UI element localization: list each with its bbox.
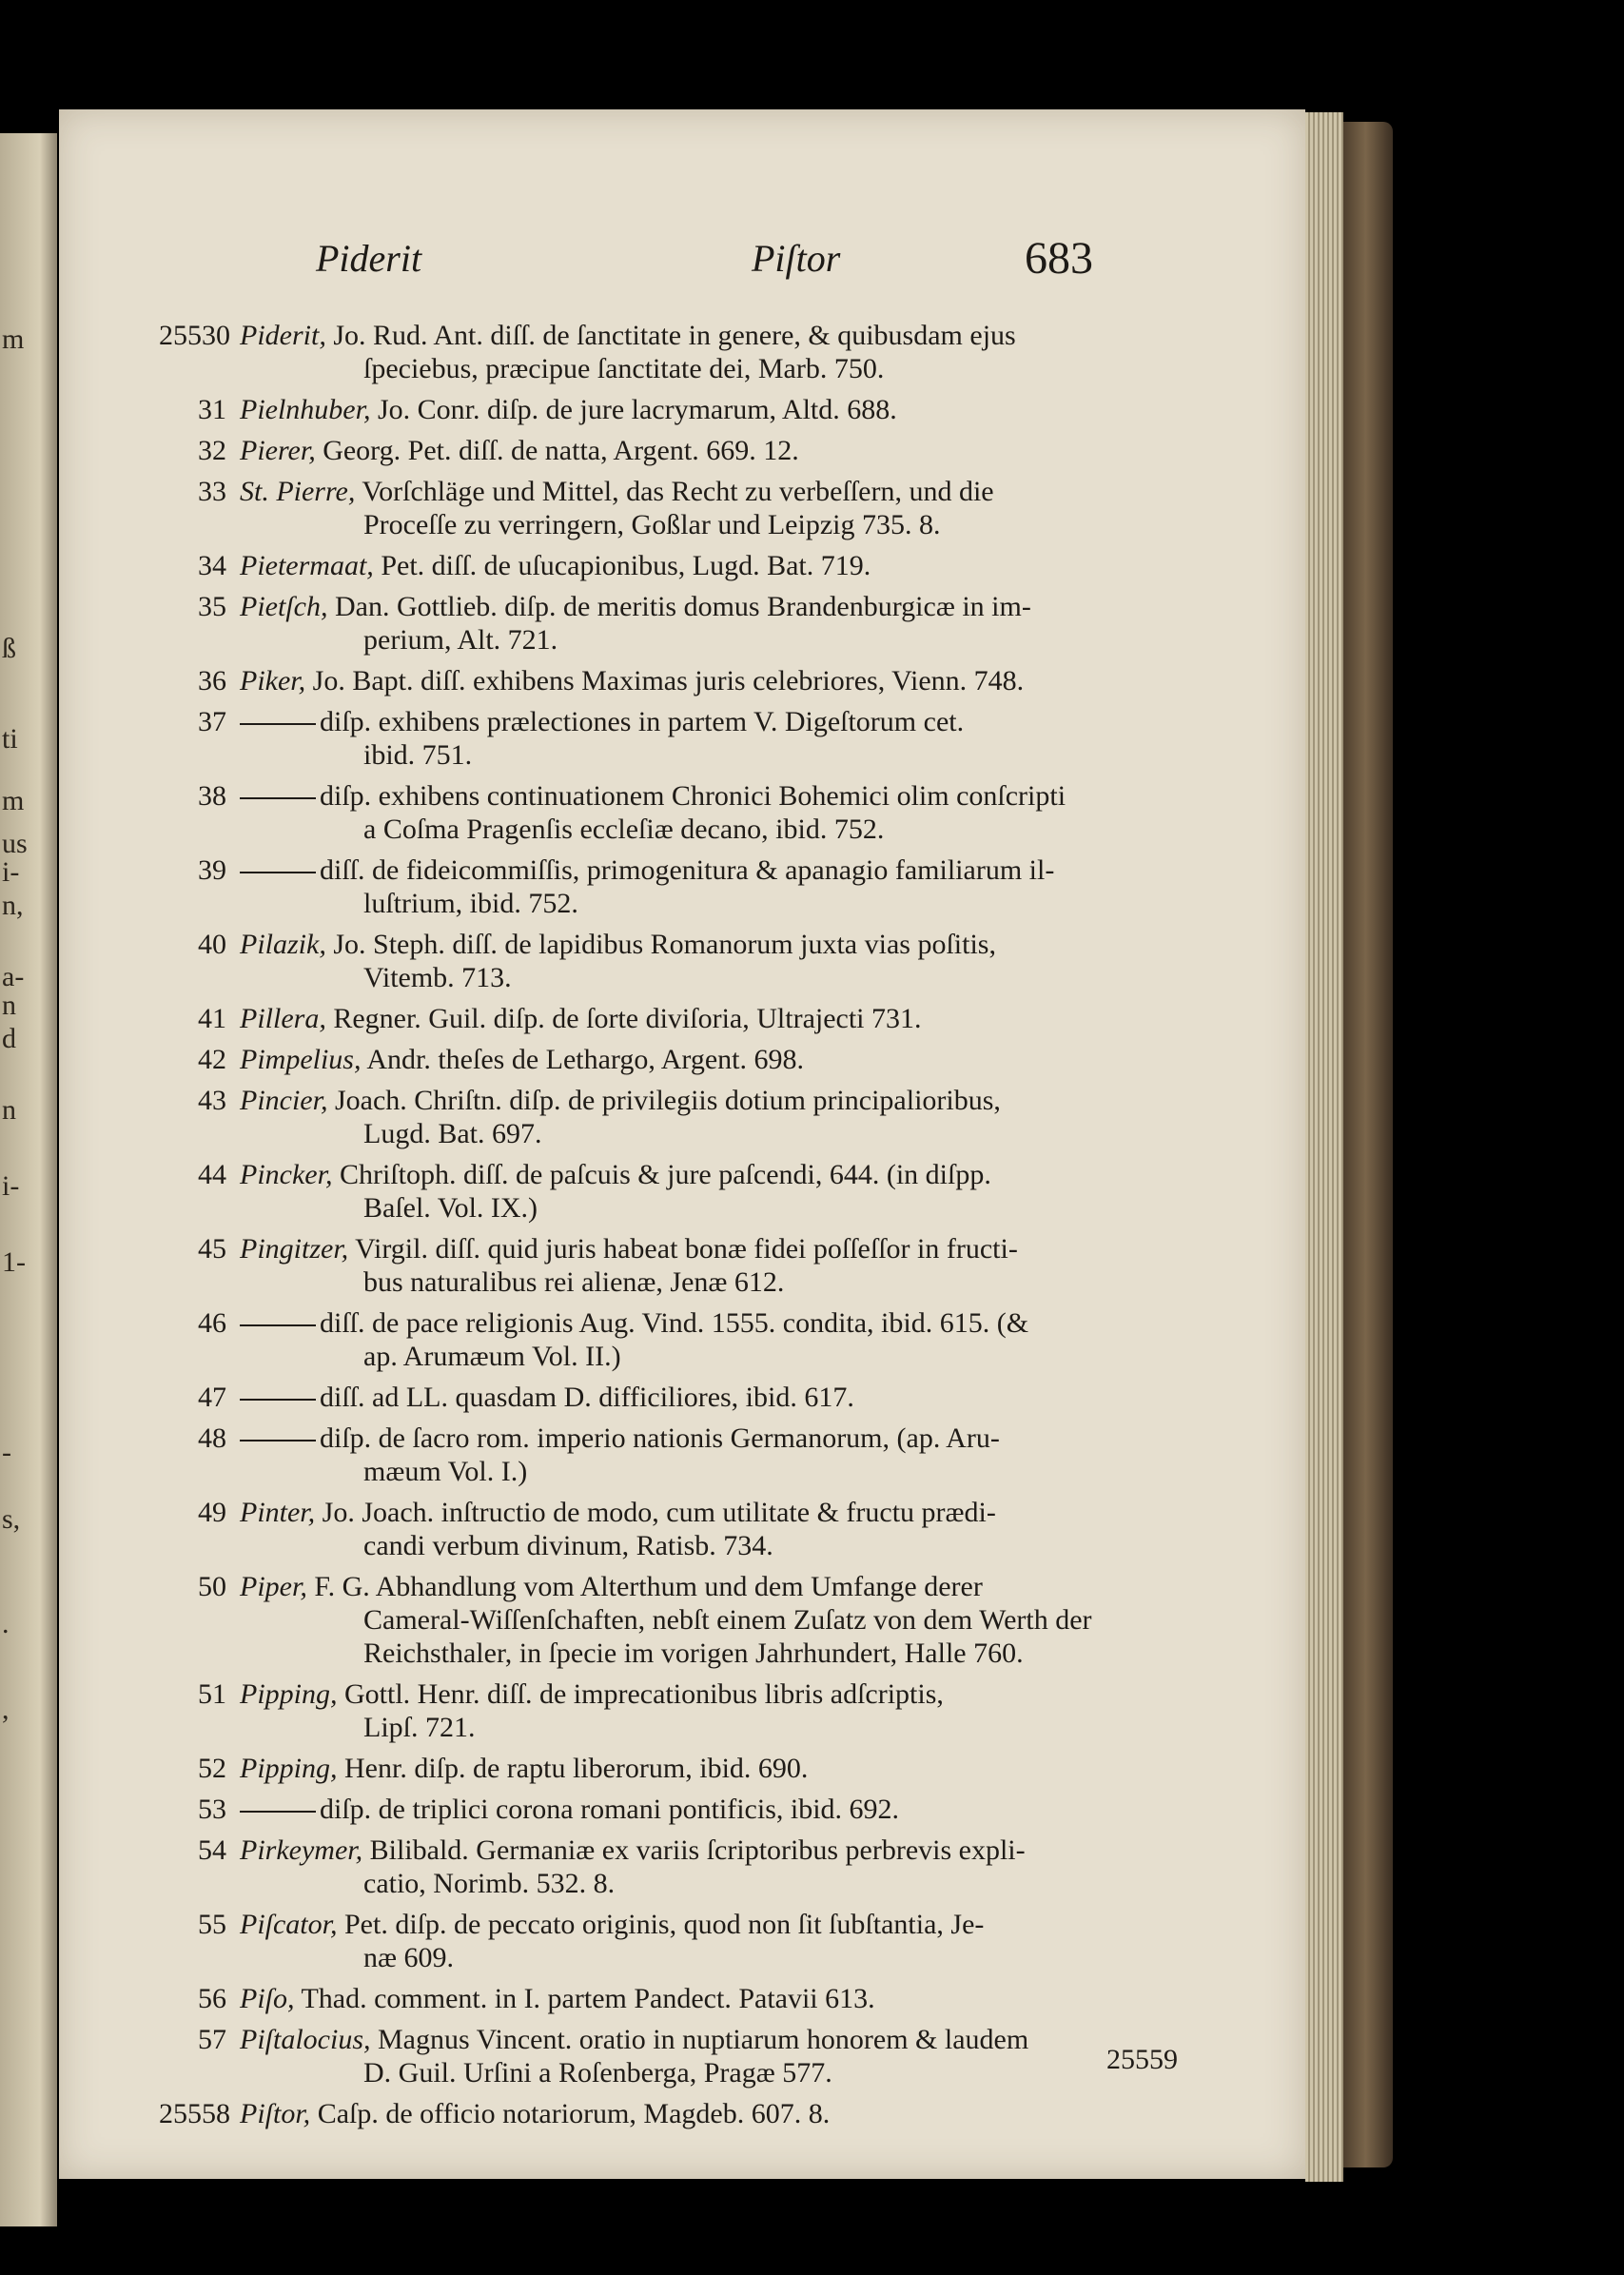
entry-row — [0, 319, 1624, 385]
entry-continuation: catio, Norimb. 532. 8. — [363, 1868, 616, 1899]
facing-page-fragment: a- — [2, 961, 25, 992]
ditto-dash — [240, 1811, 316, 1813]
entry-row — [0, 928, 1624, 994]
entry-text-block — [240, 1306, 1182, 1373]
entry-continuation: luſtrium, ibid. 752. — [363, 888, 578, 919]
facing-page-fragment: us — [2, 828, 28, 859]
author-name: Pietermaat, — [240, 550, 374, 581]
entry-number: 45 — [198, 1233, 226, 1265]
entry-number: 35 — [198, 591, 226, 622]
entry-title: Virgil. diſſ. quid juris habeat bonæ fidei poſſeſſor in fructi- — [348, 1233, 1018, 1265]
entry-title: Gottl. Henr. diſſ. de imprecationibus libris adſcriptis, — [337, 1678, 944, 1710]
entry-text-block — [240, 475, 1182, 541]
catchword: 25559 — [1106, 2044, 1178, 2075]
facing-page-fragment: ß — [2, 633, 16, 664]
facing-page-fragment: n — [2, 990, 16, 1021]
entry-number: 54 — [198, 1834, 226, 1866]
entry-title: Jo. Bapt. diſſ. exhibens Maximas juris celebriores, Vienn. 748. — [305, 665, 1025, 696]
entry-number: 56 — [198, 1983, 226, 2014]
entry-text-block — [240, 1793, 1182, 1826]
entry-row — [0, 434, 1624, 467]
entry-row — [0, 853, 1624, 920]
entry-number: 49 — [198, 1497, 226, 1528]
entry-title: F. G. Abhandlung vom Alterthum und dem Umfange derer — [306, 1571, 983, 1602]
facing-page-fragment: n — [2, 1094, 16, 1126]
entry-row — [0, 664, 1624, 697]
facing-page-fragment: i- — [2, 1170, 20, 1202]
entry-row — [0, 1834, 1624, 1900]
entry-text-block — [240, 1002, 1182, 1035]
entry-text-block — [240, 319, 1182, 385]
author-name: Pimpelius, — [240, 1044, 362, 1075]
entry-continuation: D. Guil. Urſini a Roſenberga, Pragæ 577. — [363, 2057, 832, 2089]
entry-title: Jo. Rud. Ant. diſſ. de ſanctitate in genere, & quibusdam ejus — [325, 320, 1016, 351]
entry-row — [0, 475, 1624, 541]
entry-text-block — [240, 853, 1182, 920]
facing-page-fragment: 1- — [2, 1246, 26, 1278]
entry-row — [0, 1232, 1624, 1299]
ditto-dash — [240, 1324, 316, 1326]
entry-text-block — [240, 928, 1182, 994]
author-name: Piſtor, — [240, 2098, 311, 2129]
facing-page-fragment: i- — [2, 856, 20, 888]
facing-page-fragment: . — [2, 1608, 10, 1639]
author-name: Pilazik, — [240, 929, 326, 960]
author-name: Pinter, — [240, 1497, 316, 1528]
entry-number: 32 — [198, 435, 226, 466]
entry-continuation: næ 609. — [363, 1942, 455, 1973]
entry-number: 25558 — [159, 2098, 230, 2129]
entry-title: diſſ. de fideicommiſſis, primogenitura & apanagio familiarum il- — [320, 854, 1055, 886]
entry-text-block — [240, 1982, 1182, 2015]
author-name: Pincier, — [240, 1085, 328, 1116]
entry-text-block — [240, 590, 1182, 657]
entry-continuation: Lugd. Bat. 697. — [363, 1118, 542, 1149]
entry-title: Regner. Guil. diſp. de ſorte diviſoria, Ultrajecti 731. — [325, 1003, 922, 1034]
entry-text-block — [240, 1677, 1182, 1744]
entry-row — [0, 1793, 1624, 1826]
entry-continuation: bus naturalibus rei alienæ, Jenæ 612. — [363, 1266, 785, 1298]
ditto-dash — [240, 1440, 316, 1441]
author-name: Pipping, — [240, 1753, 338, 1784]
author-name: Pipping, — [240, 1678, 338, 1710]
entry-continuation: mæum Vol. I.) — [363, 1456, 528, 1487]
entry-number: 53 — [198, 1794, 226, 1825]
entry-text-block — [240, 664, 1182, 697]
entry-number: 43 — [198, 1085, 226, 1116]
entry-title: diſp. de ſacro rom. imperio nationis Germanorum, (ap. Aru- — [320, 1422, 1000, 1454]
author-name: Piſcator, — [240, 1909, 338, 1940]
entry-row — [0, 2097, 1624, 2130]
author-name: Pirkeymer, — [240, 1834, 363, 1866]
entry-row — [0, 1043, 1624, 1076]
entry-text-block — [240, 1834, 1182, 1900]
bibliography-entries — [0, 319, 1624, 2138]
entry-row — [0, 393, 1624, 426]
entry-number: 40 — [198, 929, 226, 960]
entry-title: Chriſtoph. diſſ. de paſcuis & jure paſcendi, 644. (in diſpp. — [332, 1159, 991, 1190]
entry-row — [0, 1570, 1624, 1670]
entry-text-block — [240, 1158, 1182, 1225]
entry-title: Pet. diſp. de peccato originis, quod non ſit ſubſtantia, Je- — [337, 1909, 985, 1940]
entry-text-block — [240, 1752, 1182, 1785]
entry-text-block — [240, 549, 1182, 582]
author-name: Pietſch, — [240, 591, 328, 622]
entry-continuation: Vitemb. 713. — [363, 962, 512, 993]
author-name: Pielnhuber, — [240, 394, 371, 425]
entry-text-block — [240, 1232, 1182, 1299]
author-name: Pillera, — [240, 1003, 326, 1034]
facing-page-fragment: , — [2, 1694, 10, 1725]
entry-continuation: a Coſma Pragenſis eccleſiæ decano, ibid. 752. — [363, 814, 885, 845]
entry-title: Caſp. de officio notariorum, Magdeb. 607. 8. — [310, 2098, 831, 2129]
entry-text-block — [240, 779, 1182, 846]
entry-title: Jo. Conr. diſp. de jure lacrymarum, Altd. 688. — [370, 394, 897, 425]
entry-title: Magnus Vincent. oratio in nuptiarum honorem & laudem — [370, 2024, 1029, 2055]
entry-title: Dan. Gottlieb. diſp. de meritis domus Brandenburgicæ in im- — [327, 591, 1031, 622]
author-name: Piſtalocius, — [240, 2024, 371, 2055]
running-head-center: Piſtor — [752, 237, 841, 280]
entry-row — [0, 1158, 1624, 1225]
author-name: Piſo, — [240, 1983, 295, 2014]
entry-title: Georg. Pet. diſſ. de natta, Argent. 669. 12. — [315, 435, 799, 466]
entry-text-block — [240, 1084, 1182, 1150]
entry-number: 31 — [198, 394, 226, 425]
entry-row — [0, 1381, 1624, 1414]
entry-number: 38 — [198, 780, 226, 812]
entry-row — [0, 590, 1624, 657]
author-name: Piper, — [240, 1571, 307, 1602]
entry-row — [0, 1982, 1624, 2015]
entry-row — [0, 705, 1624, 772]
entry-title: Jo. Steph. diſſ. de lapidibus Romanorum juxta vias poſitis, — [325, 929, 996, 960]
ditto-dash — [240, 723, 316, 725]
entry-title: diſp. exhibens prælectiones in partem V. Digeſtorum cet. — [320, 706, 965, 737]
entry-title: diſſ. ad LL. quasdam D. difficiliores, ibid. 617. — [320, 1382, 854, 1413]
entry-title: Joach. Chriſtn. diſp. de privilegiis dotium principalioribus, — [327, 1085, 1001, 1116]
facing-page-fragment: n, — [2, 890, 24, 921]
entry-continuation: ap. Arumæum Vol. II.) — [363, 1341, 621, 1372]
entry-number: 47 — [198, 1382, 226, 1413]
entry-number: 39 — [198, 854, 226, 886]
ditto-dash — [240, 1399, 316, 1401]
entry-continuation: candi verbum divinum, Ratisb. 734. — [363, 1530, 773, 1561]
entry-text-block — [240, 1422, 1182, 1488]
entry-title: Thad. comment. in I. partem Pandect. Patavii 613. — [294, 1983, 875, 2014]
entry-number: 55 — [198, 1909, 226, 1940]
facing-page-fragment: s, — [2, 1503, 21, 1535]
ditto-dash — [240, 797, 316, 799]
entry-title: diſſ. de pace religionis Aug. Vind. 1555. condita, ibid. 615. (& — [320, 1307, 1029, 1339]
entry-title: Vorſchläge und Mittel, das Recht zu verbeſſern, und die — [355, 476, 994, 507]
author-name: Pingitzer, — [240, 1233, 349, 1265]
entry-row — [0, 1306, 1624, 1373]
entry-continuation: Cameral-Wiſſenſchaften, nebſt einem Zuſatz von dem Werth der Reichsthaler, in ſpecie im vorigen Jahrhundert, Halle 760. — [363, 1604, 1092, 1669]
facing-page-fragment: ti — [2, 723, 18, 755]
entry-number: 41 — [198, 1003, 226, 1034]
page-footer — [0, 2044, 1624, 2082]
entry-row — [0, 1677, 1624, 1744]
entry-continuation: Baſel. Vol. IX.) — [363, 1192, 538, 1224]
entry-number: 36 — [198, 665, 226, 696]
entry-number: 25530 — [159, 320, 230, 351]
entry-text-block — [240, 2097, 1182, 2130]
entry-text-block — [240, 434, 1182, 467]
entry-row — [0, 1084, 1624, 1150]
author-name: Piderit, — [240, 320, 326, 351]
running-head-left: Piderit — [316, 237, 422, 280]
entry-title: diſp. de triplici corona romani pontificis, ibid. 692. — [320, 1794, 900, 1825]
entry-number: 51 — [198, 1678, 226, 1710]
entry-title: Pet. diſſ. de uſucapionibus, Lugd. Bat. 719. — [373, 550, 871, 581]
entry-number: 50 — [198, 1571, 226, 1602]
entry-continuation: Proceſſe zu verringern, Goßlar und Leipzig 735. 8. — [363, 509, 941, 540]
entry-title: Andr. theſes de Lethargo, Argent. 698. — [361, 1044, 804, 1075]
author-name: Pierer, — [240, 435, 316, 466]
entry-title: Jo. Joach. inſtructio de modo, cum utilitate & fructu prædi- — [315, 1497, 996, 1528]
entry-number: 37 — [198, 706, 226, 737]
entry-row — [0, 1752, 1624, 1785]
entry-text-block — [240, 1570, 1182, 1670]
entry-continuation: perium, Alt. 721. — [363, 624, 558, 656]
author-name: Pincker, — [240, 1159, 333, 1190]
entry-continuation: Lipſ. 721. — [363, 1712, 476, 1743]
entry-continuation: ſpeciebus, præcipue ſanctitate dei, Marb. 750. — [363, 353, 885, 384]
entry-row — [0, 549, 1624, 582]
entry-number: 48 — [198, 1422, 226, 1454]
entry-text-block — [240, 1908, 1182, 1974]
ditto-dash — [240, 872, 316, 873]
entry-row — [0, 1496, 1624, 1562]
entry-number: 42 — [198, 1044, 226, 1075]
entry-text-block — [240, 1043, 1182, 1076]
entry-text-block — [240, 393, 1182, 426]
entry-number: 46 — [198, 1307, 226, 1339]
page-number: 683 — [1025, 233, 1093, 284]
entry-text-block — [240, 1381, 1182, 1414]
entry-continuation: ibid. 751. — [363, 739, 473, 771]
author-name: Piker, — [240, 665, 306, 696]
entry-text-block — [240, 1496, 1182, 1562]
entry-title: Henr. diſp. de raptu liberorum, ibid. 690. — [337, 1753, 809, 1784]
entry-number: 33 — [198, 476, 226, 507]
entry-row — [0, 1002, 1624, 1035]
entry-title: diſp. exhibens continuationem Chronici Bohemici olim conſcripti — [320, 780, 1066, 812]
facing-page-fragment: d — [2, 1023, 16, 1054]
entry-row — [0, 1422, 1624, 1488]
entry-number: 44 — [198, 1159, 226, 1190]
entry-number: 34 — [198, 550, 226, 581]
facing-page-fragment: m — [2, 324, 25, 355]
facing-page-fragment: m — [2, 785, 25, 816]
entry-number: 52 — [198, 1753, 226, 1784]
entry-title: Bilibald. Germaniæ ex variis ſcriptoribus perbrevis expli- — [362, 1834, 1026, 1866]
running-header — [0, 233, 1624, 293]
author-name: St. Pierre, — [240, 476, 356, 507]
entry-text-block — [240, 705, 1182, 772]
entry-row — [0, 779, 1624, 846]
entry-number: 57 — [198, 2024, 226, 2055]
entry-row — [0, 1908, 1624, 1974]
facing-page-fragment: - — [2, 1437, 11, 1468]
